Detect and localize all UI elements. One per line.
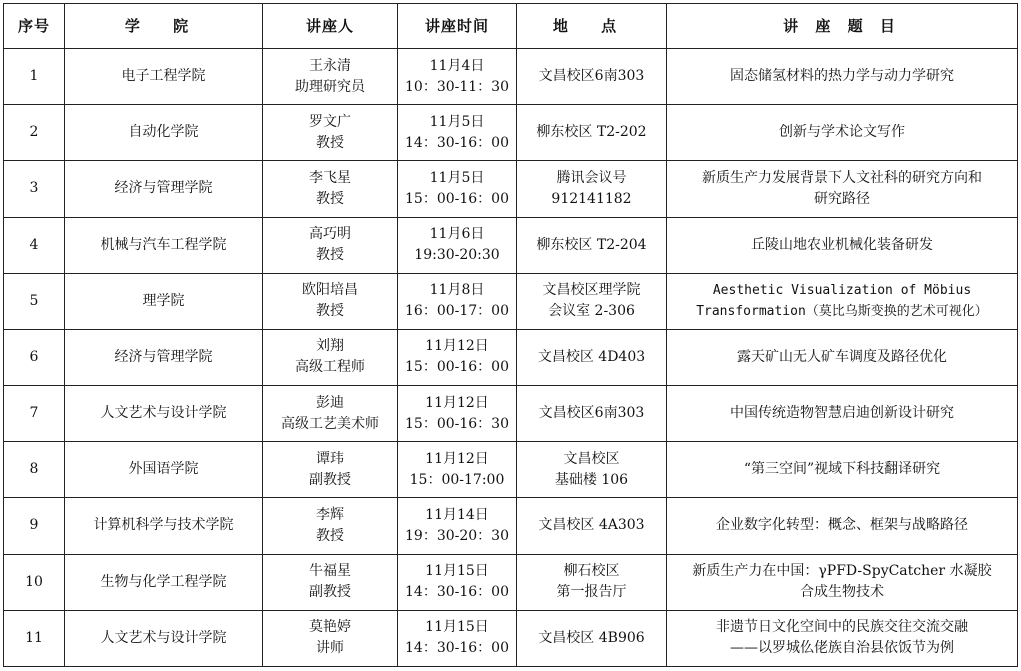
- speaker-title: 教授: [316, 190, 344, 207]
- cell-topic: [667, 161, 1018, 217]
- cell-location: [517, 49, 667, 105]
- location-line-2: 基础楼 106: [554, 471, 629, 488]
- cell-speaker: [263, 273, 398, 329]
- table-body: [4, 49, 1018, 667]
- lecture-date: 11月15日: [425, 619, 489, 636]
- cell-time: [398, 386, 517, 442]
- table-row: [4, 217, 1018, 273]
- cell-time: [398, 105, 517, 161]
- cell-college: 生物与化学工程学院: [65, 554, 263, 610]
- table-row: [4, 442, 1018, 498]
- table-header-row: [4, 4, 1018, 49]
- header-location: [517, 4, 667, 49]
- lecture-time: 14：30-16：00: [405, 640, 509, 657]
- cell-topic: [667, 498, 1018, 554]
- speaker-name: 牛福星: [309, 563, 351, 580]
- cell-speaker: [263, 386, 398, 442]
- header-serial: 序号: [4, 4, 65, 49]
- cell-college: 理学院: [65, 273, 263, 329]
- location-line-2: 912141182: [551, 190, 632, 207]
- cell-topic: [667, 217, 1018, 273]
- cell-speaker: [263, 329, 398, 385]
- location-line-2: 会议室 2-306: [548, 303, 635, 320]
- lecture-time: 15：00-16：30: [405, 415, 509, 432]
- speaker-name: 欧阳培昌: [302, 282, 358, 299]
- cell-time: [398, 273, 517, 329]
- speaker-name: 彭迪: [316, 394, 344, 411]
- lecture-time: 19:30-20:30: [414, 247, 500, 264]
- topic-line-2: ——以罗城仫佬族自治县依饭节为例: [730, 640, 954, 657]
- lecture-date: 11月12日: [425, 338, 489, 355]
- speaker-name: 高巧明: [309, 226, 351, 243]
- cell-time: [398, 217, 517, 273]
- header-college: [65, 4, 263, 49]
- table-row: [4, 386, 1018, 442]
- cell-serial: 9: [4, 498, 65, 554]
- cell-topic: [667, 273, 1018, 329]
- cell-serial: 5: [4, 273, 65, 329]
- cell-college: 经济与管理学院: [65, 161, 263, 217]
- cell-college: 经济与管理学院: [65, 329, 263, 385]
- cell-serial: 6: [4, 329, 65, 385]
- cell-college: 人文艺术与设计学院: [65, 386, 263, 442]
- location-line-1: 文昌校区 4A303: [538, 517, 645, 534]
- cell-time: [398, 329, 517, 385]
- table-row: [4, 105, 1018, 161]
- cell-location: [517, 498, 667, 554]
- location-line-1: 柳石校区: [563, 563, 620, 580]
- header-college-label: 学 院: [124, 16, 203, 35]
- cell-speaker: [263, 610, 398, 666]
- cell-time: [398, 610, 517, 666]
- cell-college: 自动化学院: [65, 105, 263, 161]
- cell-serial: 2: [4, 105, 65, 161]
- location-line-1: 文昌校区 4D403: [537, 348, 646, 365]
- topic-line-2: 研究路径: [814, 190, 870, 207]
- cell-time: [398, 554, 517, 610]
- cell-location: [517, 610, 667, 666]
- location-line-1: 文昌校区 4B906: [538, 629, 645, 646]
- cell-location: [517, 386, 667, 442]
- lecture-time: 16：00-17：00: [405, 303, 509, 320]
- speaker-name: 王永清: [309, 57, 351, 74]
- cell-time: [398, 161, 517, 217]
- speaker-title: 教授: [316, 134, 344, 151]
- cell-topic: [667, 105, 1018, 161]
- table-row: [4, 49, 1018, 105]
- header-time: 讲座时间: [398, 4, 517, 49]
- cell-time: [398, 498, 517, 554]
- speaker-title: 教授: [316, 527, 344, 544]
- cell-serial: 3: [4, 161, 65, 217]
- cell-speaker: [263, 49, 398, 105]
- cell-serial: 7: [4, 386, 65, 442]
- cell-topic: [667, 610, 1018, 666]
- speaker-name: 谭玮: [316, 450, 344, 467]
- topic-line-1: 中国传统造物智慧启迪创新设计研究: [730, 405, 954, 422]
- cell-speaker: [263, 161, 398, 217]
- location-line-1: 文昌校区理学院: [542, 282, 641, 299]
- table-row: [4, 610, 1018, 666]
- cell-topic: [667, 386, 1018, 442]
- speaker-title: 高级工艺美术师: [281, 415, 379, 432]
- cell-location: [517, 554, 667, 610]
- cell-topic: [667, 49, 1018, 105]
- lecture-date: 11月6日: [429, 226, 485, 243]
- speaker-name: 莫艳婷: [309, 619, 351, 636]
- topic-line-1: 露天矿山无人矿车调度及路径优化: [737, 348, 947, 365]
- header-topic: [667, 4, 1018, 49]
- lecture-time: 15：00-17:00: [409, 471, 505, 488]
- lecture-time: 19：30-20：30: [405, 527, 509, 544]
- cell-serial: 1: [4, 49, 65, 105]
- lecture-date: 11月12日: [425, 450, 489, 467]
- lecture-time: 10：30-11：30: [405, 78, 509, 95]
- lecture-date: 11月15日: [425, 563, 489, 580]
- topic-line-1: 非遗节日文化空间中的民族交往交流交融: [716, 619, 968, 636]
- cell-topic: [667, 442, 1018, 498]
- table-row: [4, 554, 1018, 610]
- lecture-date: 11月8日: [429, 282, 485, 299]
- cell-college: 外国语学院: [65, 442, 263, 498]
- speaker-title: 高级工程师: [295, 359, 365, 376]
- topic-line-2: 合成生物技术: [800, 584, 884, 601]
- cell-location: [517, 273, 667, 329]
- table-row: [4, 161, 1018, 217]
- cell-location: [517, 329, 667, 385]
- topic-line-1: 创新与学术论文写作: [779, 124, 905, 141]
- speaker-title: 讲师: [316, 640, 344, 657]
- topic-line-1: 企业数字化转型：概念、框架与战略路径: [716, 517, 968, 534]
- speaker-name: 罗文广: [309, 113, 351, 130]
- lecture-time: 15：00-16：00: [405, 190, 509, 207]
- lecture-time: 14：30-16：00: [405, 134, 509, 151]
- lecture-time: 14：30-16：00: [405, 584, 509, 601]
- topic-line-2: Transformation（莫比乌斯变换的艺术可视化）: [696, 304, 988, 320]
- cell-speaker: [263, 498, 398, 554]
- cell-serial: 10: [4, 554, 65, 610]
- cell-serial: 8: [4, 442, 65, 498]
- location-line-2: 第一报告厅: [556, 584, 627, 601]
- header-topic-label: 讲 座 题 目: [783, 16, 901, 35]
- speaker-name: 李飞星: [309, 169, 351, 186]
- header-speaker: 讲座人: [263, 4, 398, 49]
- lecture-date: 11月12日: [425, 394, 489, 411]
- location-line-1: 柳东校区 T2-202: [536, 124, 647, 141]
- speaker-name: 刘翔: [316, 338, 344, 355]
- cell-location: [517, 161, 667, 217]
- lecture-schedule-table: [3, 3, 1018, 667]
- cell-serial: 4: [4, 217, 65, 273]
- cell-speaker: [263, 442, 398, 498]
- location-line-1: 文昌校区6南303: [538, 68, 645, 85]
- header-location-label: 地 点: [552, 16, 631, 35]
- location-line-1: 柳东校区 T2-204: [536, 236, 647, 253]
- location-line-1: 腾讯会议号: [556, 169, 627, 186]
- speaker-title: 助理研究员: [295, 78, 365, 95]
- lecture-date: 11月5日: [429, 169, 485, 186]
- topic-line-1: Aesthetic Visualization of Möbius: [712, 283, 972, 299]
- cell-college: 电子工程学院: [65, 49, 263, 105]
- cell-college: 计算机科学与技术学院: [65, 498, 263, 554]
- speaker-name: 李辉: [316, 506, 344, 523]
- location-line-1: 文昌校区: [563, 450, 620, 467]
- speaker-title: 教授: [316, 303, 344, 320]
- cell-speaker: [263, 554, 398, 610]
- cell-topic: [667, 554, 1018, 610]
- table-row: [4, 329, 1018, 385]
- lecture-date: 11月4日: [429, 57, 485, 74]
- location-line-1: 文昌校区6南303: [538, 405, 645, 422]
- speaker-title: 副教授: [309, 471, 351, 488]
- cell-college: 人文艺术与设计学院: [65, 610, 263, 666]
- topic-line-1: 固态储氢材料的热力学与动力学研究: [730, 68, 954, 85]
- lecture-date: 11月5日: [429, 113, 485, 130]
- cell-speaker: [263, 217, 398, 273]
- lecture-time: 15：00-16：00: [405, 359, 509, 376]
- cell-topic: [667, 329, 1018, 385]
- cell-college: 机械与汽车工程学院: [65, 217, 263, 273]
- cell-time: [398, 442, 517, 498]
- cell-location: [517, 105, 667, 161]
- topic-line-1: 新质生产力发展背景下人文社科的研究方向和: [702, 169, 982, 186]
- cell-location: [517, 442, 667, 498]
- topic-line-1: 丘陵山地农业机械化装备研发: [751, 236, 933, 253]
- topic-line-1: 新质生产力在中国：γPFD-SpyCatcher 水凝胶: [692, 563, 992, 580]
- topic-line-1: “第三空间”视域下科技翻译研究: [743, 461, 941, 478]
- cell-speaker: [263, 105, 398, 161]
- speaker-title: 副教授: [309, 584, 351, 601]
- table-row: [4, 498, 1018, 554]
- table-row: [4, 273, 1018, 329]
- lecture-date: 11月14日: [425, 506, 489, 523]
- speaker-title: 教授: [316, 247, 344, 264]
- cell-serial: 11: [4, 610, 65, 666]
- cell-location: [517, 217, 667, 273]
- cell-time: [398, 49, 517, 105]
